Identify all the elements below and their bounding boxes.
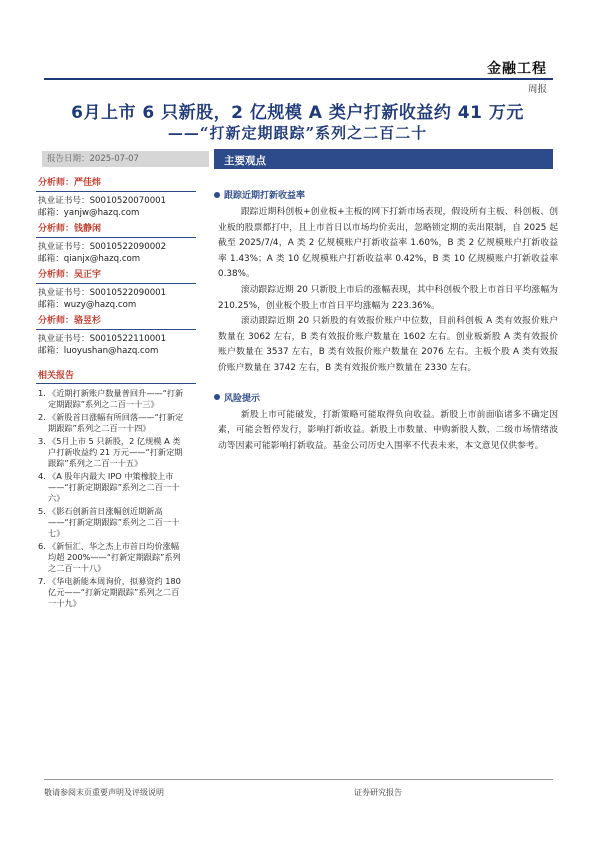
analyst-name: 分析师：严佳炜: [38, 178, 102, 188]
divider: [36, 191, 196, 192]
related-report-item[interactable]: [36, 412, 202, 434]
related-report-item[interactable]: [36, 471, 202, 504]
analyst-cert: 执业证书号：S0010520070001: [38, 196, 167, 206]
divider: [36, 237, 196, 238]
analyst-name: 分析师：钱静闲: [38, 224, 102, 234]
related-report-item[interactable]: [36, 541, 202, 574]
report-category: 金融工程: [487, 61, 547, 77]
section-title: 风险提示: [224, 393, 261, 404]
sidebar: [36, 176, 202, 611]
body-paragraph: 新股上市可能破发，打新策略可能取得负向收益。新股上市前面临诸多不确定因素，可能会暂停发行，影响打新收益。新股上市数量、申购新股人数、二级市场情绪波动等因素可能影响打新收益。基金公司历史入围率不代表未来，本文意见仅供参考。: [218, 409, 558, 451]
main-content: [214, 188, 558, 454]
info-bar: [42, 149, 553, 169]
footer-disclaimer: 敬请参阅末页重要声明及评级说明: [44, 788, 164, 797]
item-text: 《A 股年内最大 IPO 中策橡胶上市——“打新定期跟踪”系列之二百一十六》: [48, 471, 180, 503]
item-number: 1.: [38, 388, 46, 398]
divider: [36, 283, 196, 284]
section-heading: [214, 391, 558, 404]
analyst-cert: 执业证书号：S0010522090002: [38, 242, 167, 252]
item-text: 《新恒汇、华之杰上市首日均价涨幅均超 200%——“打新定期跟踪”系列之二百一十八》: [48, 541, 181, 573]
related-report-item[interactable]: [36, 506, 202, 539]
divider: [36, 383, 196, 384]
item-number: 6.: [38, 541, 46, 551]
item-number: 4.: [38, 471, 46, 481]
analyst-card: [36, 314, 202, 357]
section-heading: [214, 188, 558, 201]
analyst-email[interactable]: 邮箱：wuzy@hazq.com: [38, 299, 137, 310]
analyst-card: [36, 176, 202, 219]
bullet-dot-icon: [214, 192, 220, 198]
analyst-name: 分析师：骆昱杉: [38, 316, 102, 326]
analyst-card: [36, 222, 202, 265]
report-subtitle: ——“打新定期跟踪”系列之二百二十: [167, 124, 428, 142]
item-number: 5.: [38, 506, 46, 516]
report-date: 报告日期：2025-07-07: [42, 151, 209, 167]
related-reports-list: [36, 388, 202, 609]
analyst-email[interactable]: 邮箱：qianjx@hazq.com: [38, 253, 141, 264]
item-text: 《5月上市 5 只新股，2 亿规模 A 类户打新收益约 21 万元——“打新定期跟踪”系列之二百一十五》: [48, 436, 183, 468]
item-text: 《影石创新首日涨幅创近期新高——“打新定期跟踪”系列之二百一十七》: [48, 506, 180, 538]
related-report-item[interactable]: [36, 576, 202, 609]
analyst-email[interactable]: 邮箱：luoyushan@hazq.com: [38, 345, 159, 356]
section-title: 跟踪近期打新收益率: [224, 191, 306, 201]
related-report-item[interactable]: [36, 436, 202, 469]
header-rule: [44, 78, 553, 80]
item-number: 2.: [38, 412, 46, 422]
item-number: 7.: [38, 576, 46, 586]
item-text: 《近期打新账户数量普回升——“打新定期跟踪”系列之二百一十三》: [48, 388, 184, 409]
key-views-bar: [214, 149, 553, 169]
footer-label: 证券研究报告: [354, 788, 402, 797]
report-type: 周报: [527, 84, 547, 95]
item-text: 《华电新能本周询价，拟募资约 180 亿元——“打新定期跟踪”系列之二百一十九》: [48, 576, 181, 608]
analyst-name: 分析师：吴正宇: [38, 270, 102, 280]
body-paragraph: 滚动跟踪近期 20 只新股上市后的涨幅表现，其中科创板个股上市首日平均涨幅为 210.25%，创业板个股上市首日平均涨幅为 223.36%。: [218, 284, 558, 311]
item-text: 《新股首日涨幅有所回落——“打新定期跟踪”系列之二百一十四》: [48, 412, 184, 433]
body-paragraph: 滚动跟踪近期 20 只新股的有效报价账户中位数，目前科创板 A 类有效报价账户数量在 3062 左右，B 类有效报价账户数量在 1602 左右。创业板新股 A 类有效报价账户数量在 3537 左右，B 类有效报价账户数量在 2076 左右。主板个股 A 类有效报价账户数量在 3742 左右，B 类有效报价账户数量在 2330 左右。: [218, 316, 558, 373]
analyst-cert: 执业证书号：S0010522090001: [38, 288, 167, 298]
divider: [36, 329, 196, 330]
analyst-cert: 执业证书号：S0010522110001: [38, 334, 167, 344]
bullet-dot-icon: [214, 394, 220, 400]
related-report-item[interactable]: [36, 388, 202, 410]
report-title: 6月上市 6 只新股，2 亿规模 A 类户打新收益约 41 万元: [71, 103, 524, 123]
related-reports-heading: 相关报告: [38, 371, 75, 381]
footer-rule: [44, 779, 553, 780]
analyst-email[interactable]: 邮箱：yanjw@hazq.com: [38, 207, 140, 218]
key-views-label: 主要观点: [224, 155, 266, 167]
item-number: 3.: [38, 436, 46, 446]
analyst-card: [36, 268, 202, 311]
body-paragraph: 跟踪近期科创板+创业板+主板的网下打新市场表现，假设所有主板、科创板、创业板的股票都打中，且上市首日以市场均价卖出，忽略锁定期的卖出限制，自 2025 起截至 2025/7/4，A 类 2 亿规模账户打新收益率 1.60%，B 类 2 亿规模账户打新收益率 1.43%；A 类 10 亿规模账户打新收益率 0.42%，B 类 10 亿规模账户打新收益率 0.38%。: [218, 207, 558, 280]
